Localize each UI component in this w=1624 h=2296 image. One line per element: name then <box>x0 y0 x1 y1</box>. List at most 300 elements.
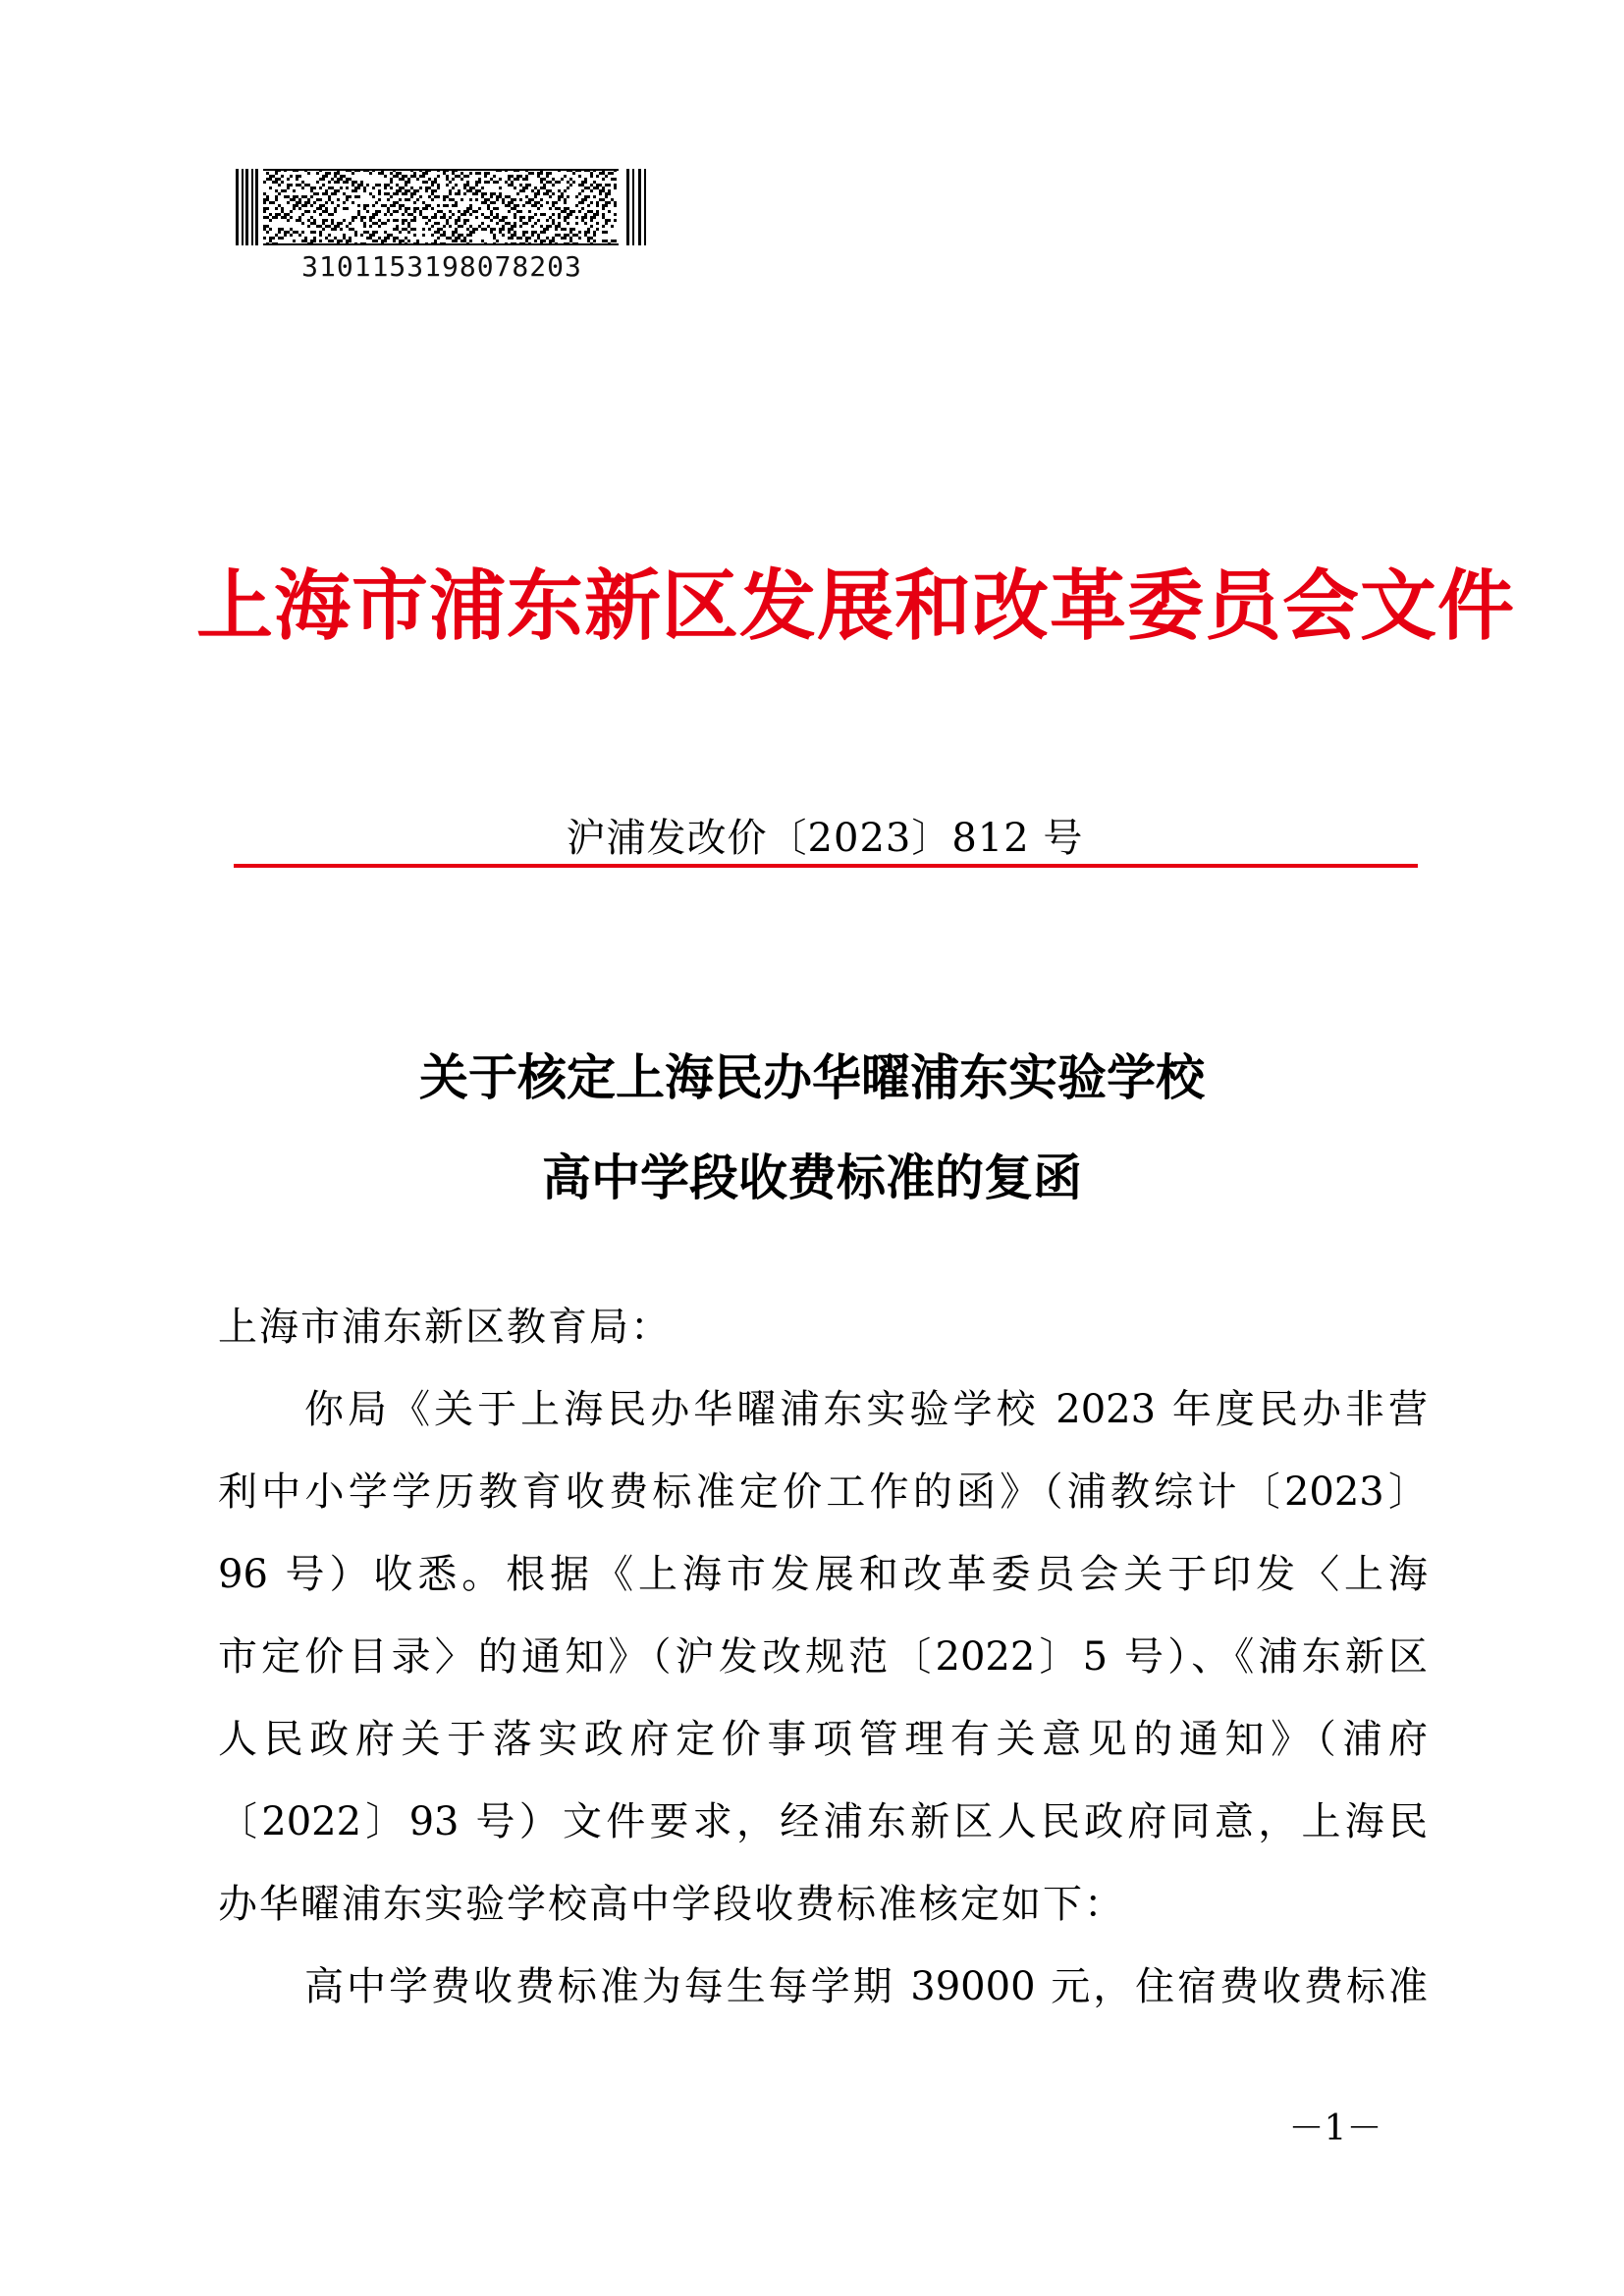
barcode-module <box>434 181 437 184</box>
barcode-module <box>390 172 393 175</box>
barcode-module <box>569 184 572 187</box>
barcode-module <box>266 198 269 201</box>
barcode-module <box>528 198 531 201</box>
barcode-module <box>466 234 469 237</box>
barcode-module <box>304 237 307 240</box>
barcode-module <box>402 175 405 178</box>
barcode-module <box>449 189 452 192</box>
barcode-module <box>599 198 602 201</box>
barcode-module <box>393 175 396 178</box>
barcode-module <box>372 222 375 225</box>
barcode-module <box>555 225 558 228</box>
barcode-module <box>390 187 393 189</box>
barcode-module <box>578 175 581 178</box>
barcode-module <box>490 178 493 181</box>
barcode-module <box>437 222 440 225</box>
barcode-module <box>319 207 322 210</box>
barcode-module <box>296 204 298 207</box>
barcode-module <box>284 189 287 192</box>
barcode-module <box>372 187 375 189</box>
barcode-module <box>307 210 310 213</box>
document-number: 沪浦发改价〔2023〕812 号 <box>566 816 1084 861</box>
barcode-module <box>487 225 490 228</box>
barcode-module <box>534 240 537 242</box>
barcode-module <box>614 213 617 216</box>
barcode-module <box>281 207 284 210</box>
barcode-module <box>328 225 331 228</box>
barcode-module <box>387 234 390 237</box>
barcode-module <box>352 201 354 204</box>
barcode-module <box>357 210 360 213</box>
barcode-module <box>360 234 363 237</box>
barcode-module <box>290 198 293 201</box>
barcode-module <box>644 169 646 245</box>
barcode-module <box>552 213 555 216</box>
barcode-module <box>405 198 407 201</box>
barcode-module <box>496 222 499 225</box>
barcode-module <box>516 204 519 207</box>
barcode-module <box>499 187 502 189</box>
barcode-module <box>352 189 354 192</box>
barcode-module <box>540 231 543 234</box>
barcode-module <box>549 240 552 242</box>
barcode-module <box>328 187 331 189</box>
barcode-module <box>525 240 528 242</box>
barcode-module <box>549 189 552 192</box>
barcode-module <box>346 207 349 210</box>
barcode-module <box>363 216 366 219</box>
barcode-module <box>528 219 531 222</box>
barcode-module <box>290 216 293 219</box>
barcode-module <box>293 198 296 201</box>
barcode-module <box>605 240 608 242</box>
barcode-module <box>325 189 328 192</box>
barcode-module <box>452 198 455 201</box>
barcode-module <box>564 201 567 204</box>
barcode-module <box>372 234 375 237</box>
barcode-module <box>413 216 416 219</box>
barcode-module <box>346 198 349 201</box>
barcode-module <box>605 184 608 187</box>
barcode-module <box>460 213 463 216</box>
barcode-module <box>328 240 331 242</box>
barcode-module <box>611 172 614 175</box>
barcode-module <box>266 207 269 210</box>
barcode-module <box>331 178 334 181</box>
barcode-module <box>511 198 514 201</box>
barcode-module <box>428 204 431 207</box>
barcode-module <box>422 207 425 210</box>
barcode-module <box>567 207 569 210</box>
barcode-module <box>334 228 337 231</box>
barcode-module <box>337 198 340 201</box>
barcode-module <box>511 228 514 231</box>
barcode-module <box>558 181 561 184</box>
barcode-module <box>293 189 296 192</box>
barcode-module <box>349 228 352 231</box>
barcode-module <box>278 231 281 234</box>
barcode-module <box>354 195 357 198</box>
barcode-module <box>437 210 440 213</box>
barcode-module <box>360 219 363 222</box>
barcode-module <box>466 219 469 222</box>
barcode-module <box>558 198 561 201</box>
barcode-module <box>458 219 460 222</box>
barcode-module <box>608 210 611 213</box>
barcode-module <box>626 169 629 245</box>
barcode-module <box>313 187 316 189</box>
barcode-module <box>434 231 437 234</box>
barcode-module <box>478 225 481 228</box>
barcode-module <box>463 222 466 225</box>
barcode-module <box>384 187 387 189</box>
barcode-module <box>349 178 352 181</box>
barcode-module <box>472 228 475 231</box>
barcode-module <box>293 240 296 242</box>
barcode-module <box>369 172 372 175</box>
barcode-module <box>519 225 522 228</box>
barcode-module <box>537 234 540 237</box>
barcode-module <box>325 207 328 210</box>
barcode-module <box>269 178 272 181</box>
barcode-module <box>537 172 540 175</box>
barcode-module <box>266 172 269 175</box>
barcode-module <box>369 192 372 195</box>
barcode-module <box>322 222 325 225</box>
barcode-module <box>293 204 296 207</box>
barcode-module <box>396 219 399 222</box>
barcode-module <box>458 189 460 192</box>
barcode-module <box>366 237 369 240</box>
barcode-module <box>251 169 253 245</box>
barcode-module <box>431 198 434 201</box>
barcode-module <box>413 207 416 210</box>
barcode-module <box>534 231 537 234</box>
barcode-module <box>281 228 284 231</box>
barcode-module <box>378 225 381 228</box>
barcode-module <box>337 222 340 225</box>
barcode-module <box>334 192 337 195</box>
barcode-module <box>296 201 298 204</box>
barcode-module <box>434 222 437 225</box>
barcode-module <box>608 201 611 204</box>
barcode-module <box>434 213 437 216</box>
barcode-module <box>593 187 596 189</box>
barcode-module <box>537 175 540 178</box>
barcode-module <box>519 198 522 201</box>
barcode-module <box>369 225 372 228</box>
barcode-module <box>599 172 602 175</box>
barcode-module <box>446 195 449 198</box>
barcode-module <box>522 189 525 192</box>
barcode-module <box>343 237 346 240</box>
barcode-module <box>552 204 555 207</box>
barcode-module <box>561 237 564 240</box>
barcode-module <box>487 172 490 175</box>
barcode-module <box>328 172 331 175</box>
barcode-module <box>416 207 419 210</box>
barcode-module <box>387 237 390 240</box>
barcode-module <box>372 213 375 216</box>
barcode-module <box>407 207 410 210</box>
barcode-module <box>546 219 549 222</box>
barcode-module <box>519 219 522 222</box>
barcode-module <box>360 216 363 219</box>
barcode-module <box>463 240 466 242</box>
barcode-module <box>337 178 340 181</box>
barcode-module <box>313 192 316 195</box>
barcode-module <box>514 213 516 216</box>
barcode-module <box>614 219 617 222</box>
barcode-module <box>540 178 543 181</box>
barcode-module <box>505 216 508 219</box>
barcode-module <box>549 181 552 184</box>
barcode-module <box>390 195 393 198</box>
barcode-module <box>269 175 272 178</box>
barcode-module <box>549 207 552 210</box>
barcode-module <box>469 198 472 201</box>
barcode-module <box>443 204 446 207</box>
barcode-module <box>564 198 567 201</box>
barcode-module <box>431 184 434 187</box>
barcode-module <box>413 234 416 237</box>
barcode-module <box>443 216 446 219</box>
barcode-module <box>307 201 310 204</box>
barcode-module <box>293 207 296 210</box>
barcode-module <box>393 204 396 207</box>
barcode-module <box>499 195 502 198</box>
barcode-module <box>298 201 301 204</box>
barcode-module <box>434 195 437 198</box>
barcode-module <box>469 187 472 189</box>
barcode-module <box>357 184 360 187</box>
barcode-module <box>516 192 519 195</box>
barcode-module <box>340 228 343 231</box>
barcode-module <box>399 231 402 234</box>
barcode-module <box>458 237 460 240</box>
barcode-module <box>278 204 281 207</box>
barcode-module <box>455 240 458 242</box>
barcode-module <box>567 187 569 189</box>
barcode-module <box>502 219 505 222</box>
barcode-module <box>443 195 446 198</box>
barcode-module <box>337 225 340 228</box>
barcode-module <box>310 216 313 219</box>
barcode-module <box>555 234 558 237</box>
barcode-module <box>372 216 375 219</box>
barcode-module <box>611 225 614 228</box>
barcode-module <box>425 172 428 175</box>
barcode-module <box>490 231 493 234</box>
barcode-module <box>460 198 463 201</box>
barcode-module <box>587 187 590 189</box>
barcode-module <box>334 237 337 240</box>
barcode-module <box>375 231 378 234</box>
barcode-module <box>525 178 528 181</box>
barcode-module <box>440 228 443 231</box>
barcode-module <box>469 172 472 175</box>
barcode-module <box>269 201 272 204</box>
salutation: 上海市浦东新区教育局： <box>218 1305 672 1350</box>
barcode-module <box>455 237 458 240</box>
barcode-module <box>346 181 349 184</box>
barcode-module <box>481 213 484 216</box>
barcode-module <box>540 187 543 189</box>
barcode-module <box>590 237 593 240</box>
barcode-module <box>575 195 578 198</box>
barcode-module <box>402 187 405 189</box>
barcode-module <box>331 201 334 204</box>
barcode-module <box>475 228 478 231</box>
barcode-module <box>396 201 399 204</box>
barcode-module <box>322 178 325 181</box>
barcode-module <box>481 240 484 242</box>
barcode-module <box>478 172 481 175</box>
barcode-module <box>605 175 608 178</box>
barcode-module <box>540 172 543 175</box>
barcode-module <box>578 201 581 204</box>
barcode-module <box>263 225 266 228</box>
barcode-module <box>413 201 416 204</box>
barcode-module <box>463 184 466 187</box>
barcode-module <box>372 204 375 207</box>
barcode-module <box>316 192 319 195</box>
barcode-module <box>466 184 469 187</box>
barcode-module <box>475 181 478 184</box>
barcode-module <box>525 237 528 240</box>
barcode-module <box>287 201 290 204</box>
barcode-module <box>298 234 301 237</box>
barcode-module <box>584 231 587 234</box>
barcode-module <box>425 207 428 210</box>
barcode-module <box>522 187 525 189</box>
barcode-module <box>284 213 287 216</box>
barcode-module <box>298 175 301 178</box>
barcode-module <box>322 204 325 207</box>
barcode-module <box>372 240 375 242</box>
barcode-module <box>522 216 525 219</box>
barcode-module <box>310 204 313 207</box>
barcode-module <box>466 189 469 192</box>
barcode-module <box>275 234 278 237</box>
barcode-module <box>287 231 290 234</box>
barcode-module <box>328 213 331 216</box>
barcode-module <box>331 240 334 242</box>
barcode-module <box>446 222 449 225</box>
barcode-module <box>543 228 546 231</box>
barcode-module <box>549 225 552 228</box>
barcode-module <box>396 189 399 192</box>
barcode-module <box>263 169 619 171</box>
barcode-module <box>531 216 534 219</box>
barcode-module <box>331 187 334 189</box>
barcode-module <box>531 231 534 234</box>
barcode-module <box>564 228 567 231</box>
barcode-module <box>449 225 452 228</box>
barcode-module <box>605 219 608 222</box>
barcode-module <box>546 175 549 178</box>
barcode-module <box>437 187 440 189</box>
barcode-module <box>369 216 372 219</box>
barcode-module <box>375 210 378 213</box>
barcode-module <box>296 178 298 181</box>
barcode-module <box>549 172 552 175</box>
barcode-module <box>375 201 378 204</box>
barcode-module <box>528 184 531 187</box>
document-title-line-2: 高中学段收费标准的复函 <box>542 1148 1082 1206</box>
barcode-module <box>301 222 304 225</box>
barcode-module <box>466 228 469 231</box>
barcode-module <box>496 207 499 210</box>
barcode-module <box>516 210 519 213</box>
barcode-module <box>608 172 611 175</box>
barcode-module <box>499 219 502 222</box>
barcode-module <box>363 222 366 225</box>
barcode-module <box>363 187 366 189</box>
barcode-module <box>343 219 346 222</box>
barcode-module <box>378 198 381 201</box>
barcode-module <box>578 210 581 213</box>
barcode-module <box>478 189 481 192</box>
barcode-module <box>431 189 434 192</box>
barcode-module <box>287 219 290 222</box>
barcode-module <box>296 184 298 187</box>
barcode-module <box>519 216 522 219</box>
barcode-module <box>425 204 428 207</box>
barcode-module <box>596 228 599 231</box>
barcode-module <box>407 189 410 192</box>
barcode-module <box>410 213 413 216</box>
barcode-module <box>396 184 399 187</box>
barcode-module <box>460 178 463 181</box>
barcode-module <box>455 228 458 231</box>
barcode-module <box>525 231 528 234</box>
barcode-module <box>552 192 555 195</box>
barcode-module <box>437 231 440 234</box>
barcode-module <box>290 210 293 213</box>
barcode-module <box>611 240 614 242</box>
barcode-module <box>419 213 422 216</box>
barcode-module <box>354 234 357 237</box>
barcode-module <box>455 201 458 204</box>
barcode-module <box>493 234 496 237</box>
barcode-module <box>416 240 419 242</box>
barcode-module <box>399 207 402 210</box>
barcode-module <box>284 231 287 234</box>
barcode-module <box>319 234 322 237</box>
barcode-module <box>307 184 310 187</box>
barcode-module <box>581 219 584 222</box>
barcode-module <box>396 225 399 228</box>
barcode-module <box>407 178 410 181</box>
barcode-module <box>484 181 487 184</box>
barcode-module <box>511 225 514 228</box>
barcode-module <box>422 181 425 184</box>
barcode-module <box>316 181 319 184</box>
barcode-module <box>449 192 452 195</box>
barcode-module <box>396 210 399 213</box>
barcode-module <box>325 225 328 228</box>
barcode-module <box>593 181 596 184</box>
barcode-module <box>422 175 425 178</box>
barcode-module <box>410 195 413 198</box>
barcode-module <box>561 195 564 198</box>
barcode-module <box>567 181 569 184</box>
barcode-module <box>458 175 460 178</box>
barcode-module <box>366 231 369 234</box>
barcode-module <box>572 210 575 213</box>
barcode-module <box>407 222 410 225</box>
